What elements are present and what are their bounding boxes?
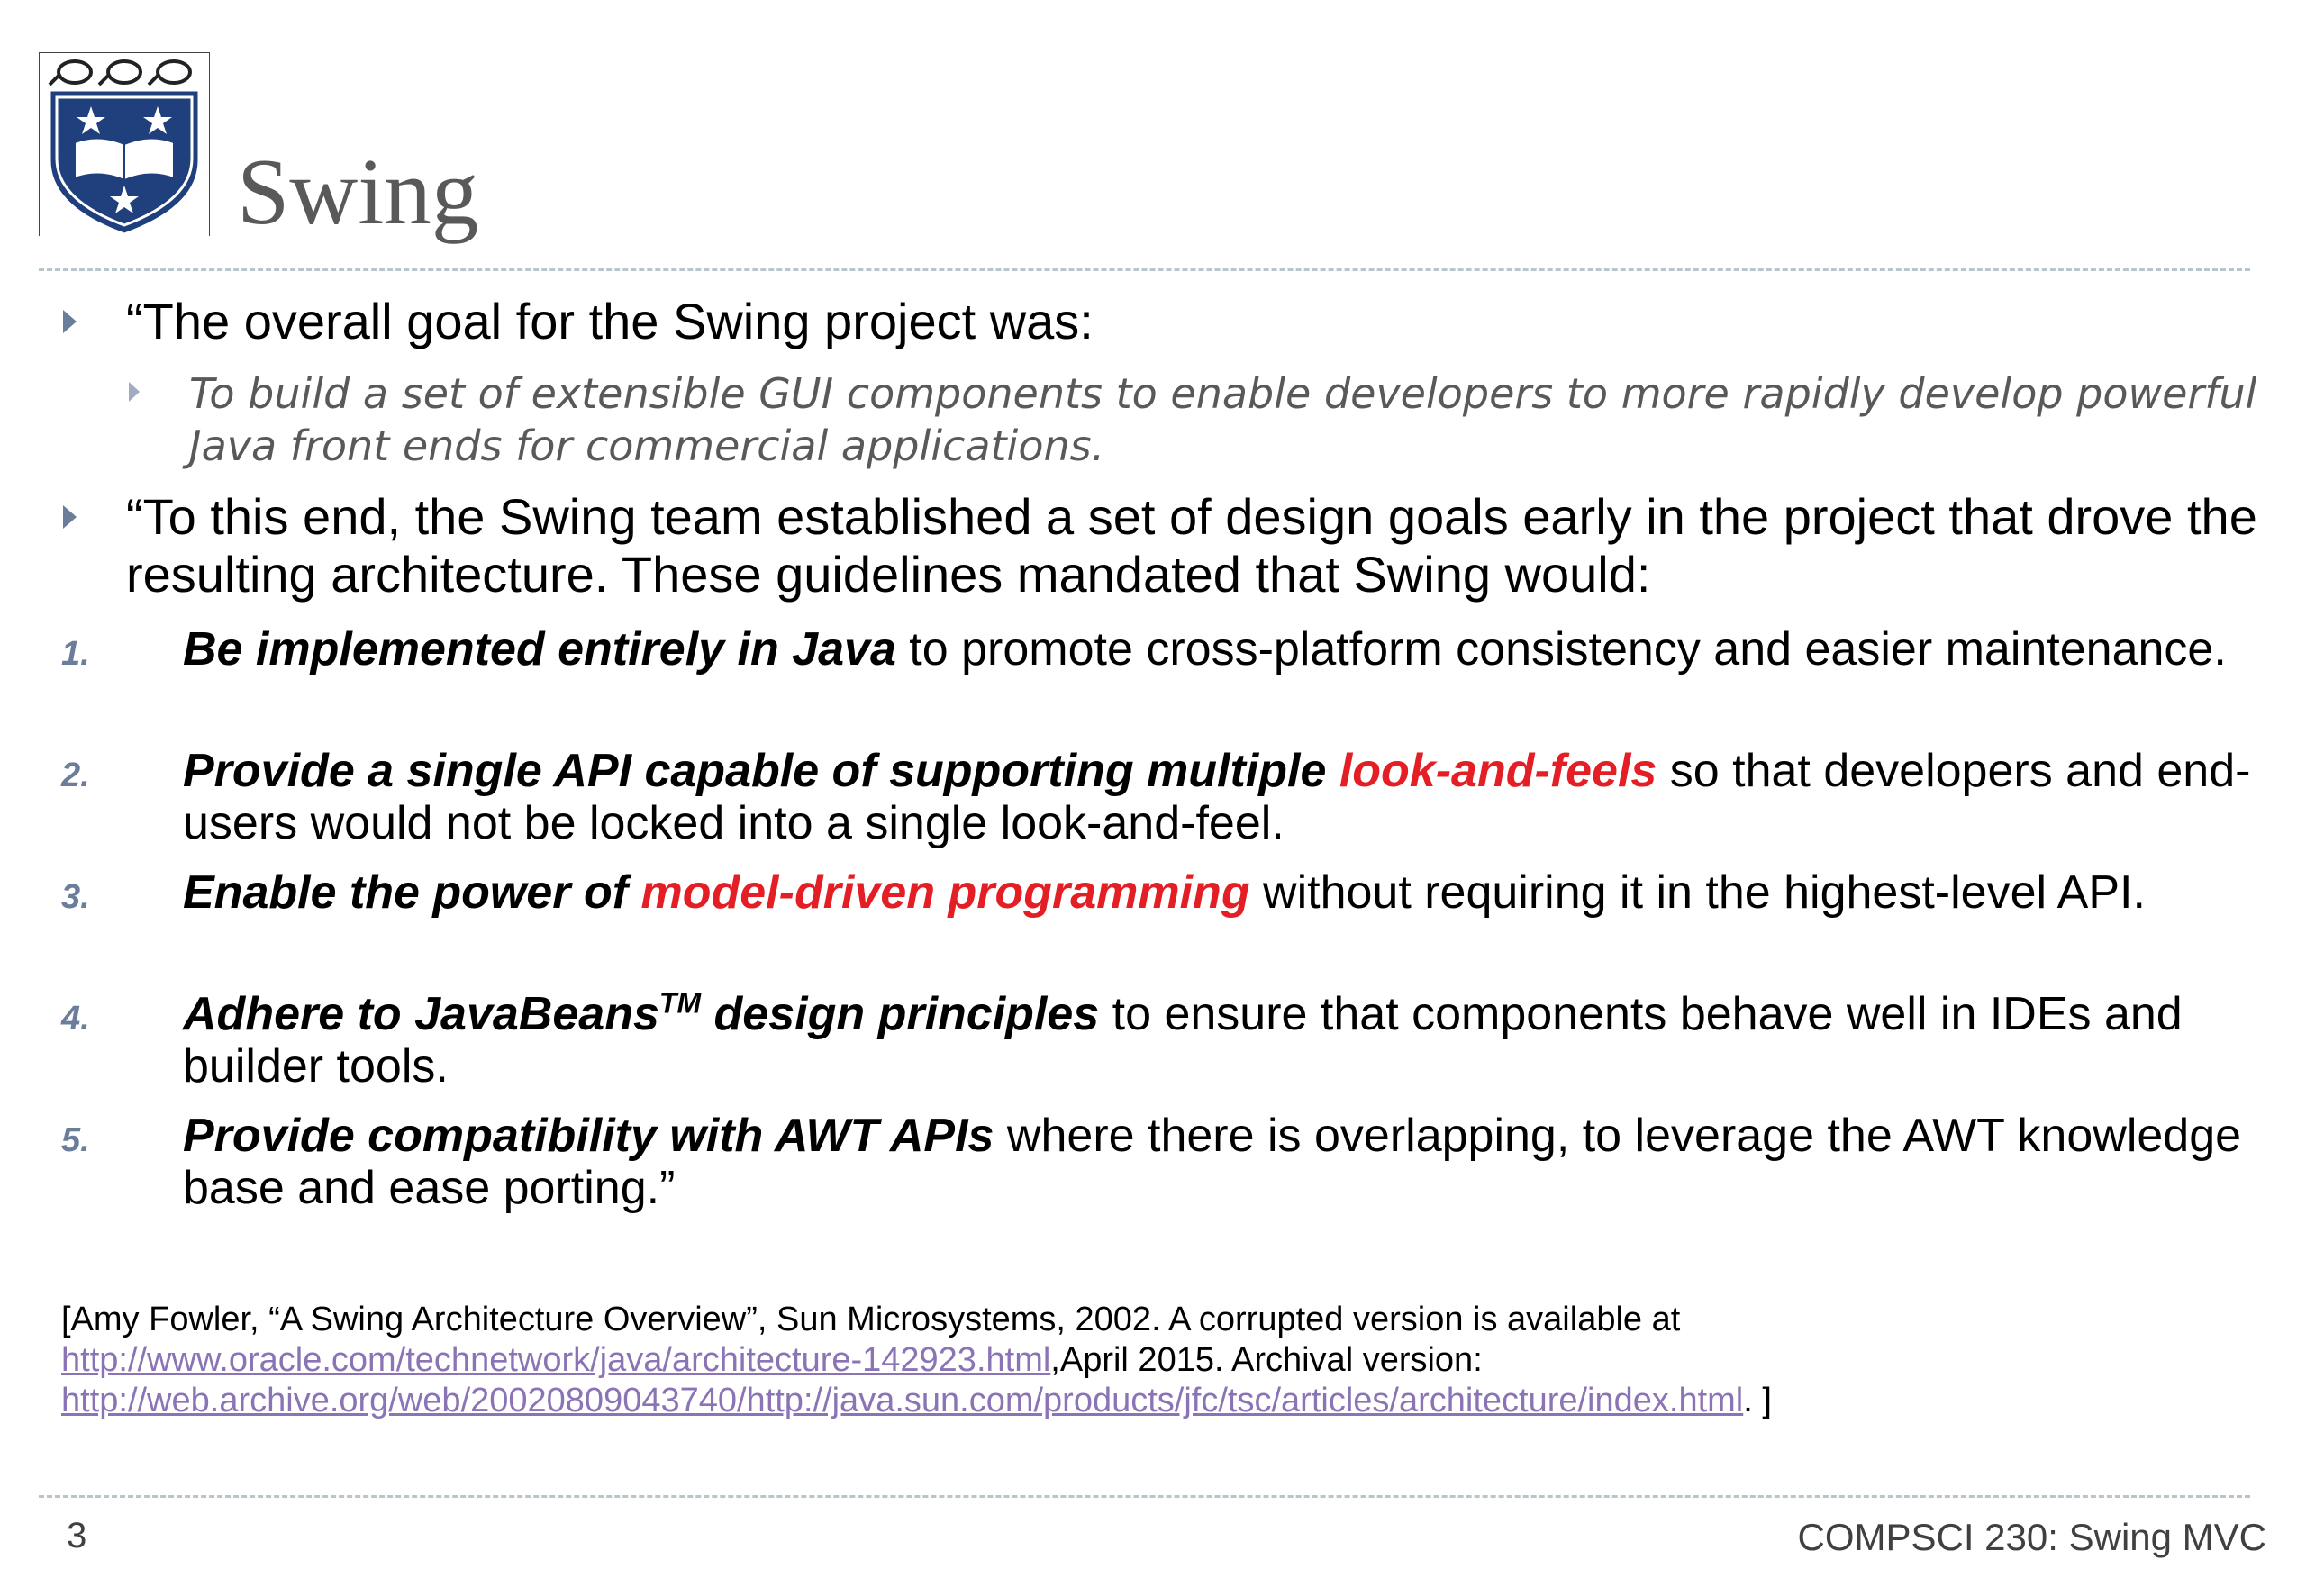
list-item-emphasis: design principles [701,988,1100,1040]
sub-bullet-goal-quote: To build a set of extensible GUI components to enable developers to more rapidly develop powerful Java front ends for commercial applications. [189,369,2257,470]
list-item-text: without requiring it in the highest-level API. [1249,866,2146,919]
title-divider [39,268,2250,271]
list-item [183,1110,2255,1214]
reference-text: . ] [1743,1382,1772,1419]
university-crest-logo [39,52,210,252]
reference-link-archive[interactable]: http://web.archive.org/web/20020809043740/http://java.sun.com/products/jfc/tsc/articles/architecture/index.html [61,1382,1744,1419]
reference-text: ,April 2015. Archival version: [1050,1341,1483,1379]
list-item-text: to promote cross-platform consistency and easier maintenance. [895,623,2227,676]
reference-citation [61,1300,2259,1421]
sub-bullet-arrow-icon [129,382,140,402]
list-item [183,745,2255,849]
bullet-goal-intro: “The overall goal for the Swing project was: [126,293,1094,349]
list-item-emphasis: Be implemented entirely in Java [183,623,896,676]
list-number: 3. [61,878,90,916]
slide-title: Swing [237,139,479,244]
list-item [183,866,2255,919]
list-item-text: where there is overlapping, to leverage the AWT knowledge base and ease porting.” [183,1110,2242,1214]
trademark-superscript: TM [658,986,702,1020]
list-item [183,988,2255,1093]
list-item-highlight: model-driven programming [640,866,1250,919]
list-item-emphasis: Provide compatibility with AWT APIs [183,1110,994,1162]
list-item-emphasis: Enable the power of [183,866,641,919]
bullet-arrow-icon [63,310,77,333]
list-number: 1. [61,635,90,673]
list-item-text: to ensure that components behave well in IDEs and builder tools. [183,988,2183,1093]
list-number: 2. [61,757,90,794]
list-item-emphasis: Adhere to JavaBeans [183,988,659,1040]
list-item-highlight: look-and-feels [1339,745,1657,797]
list-number: 4. [61,1000,90,1038]
page-number: 3 [67,1516,87,1555]
bullet-design-goals-intro: “To this end, the Swing team established a set of design goals early in the project that drove the resulting architecture. These guidelines mandated that Swing would: [126,488,2257,603]
footer-course-title: COMPSCI 230: Swing MVC [1797,1516,2266,1558]
reference-text: [Amy Fowler, “A Swing Architecture Overview”, Sun Microsystems, 2002. A corrupted version is available at [61,1301,1681,1338]
footer-divider [39,1495,2250,1498]
list-item-emphasis: Provide a single API capable of supporting multiple [183,745,1339,797]
list-number: 5. [61,1121,90,1159]
reference-link-oracle[interactable]: http://www.oracle.com/technetwork/java/architecture-142923.html [61,1341,1051,1379]
bullet-arrow-icon [63,505,77,529]
list-item-text: so that developers and end-users would not be locked into a single look-and-feel. [183,745,2251,849]
list-item [183,623,2255,676]
